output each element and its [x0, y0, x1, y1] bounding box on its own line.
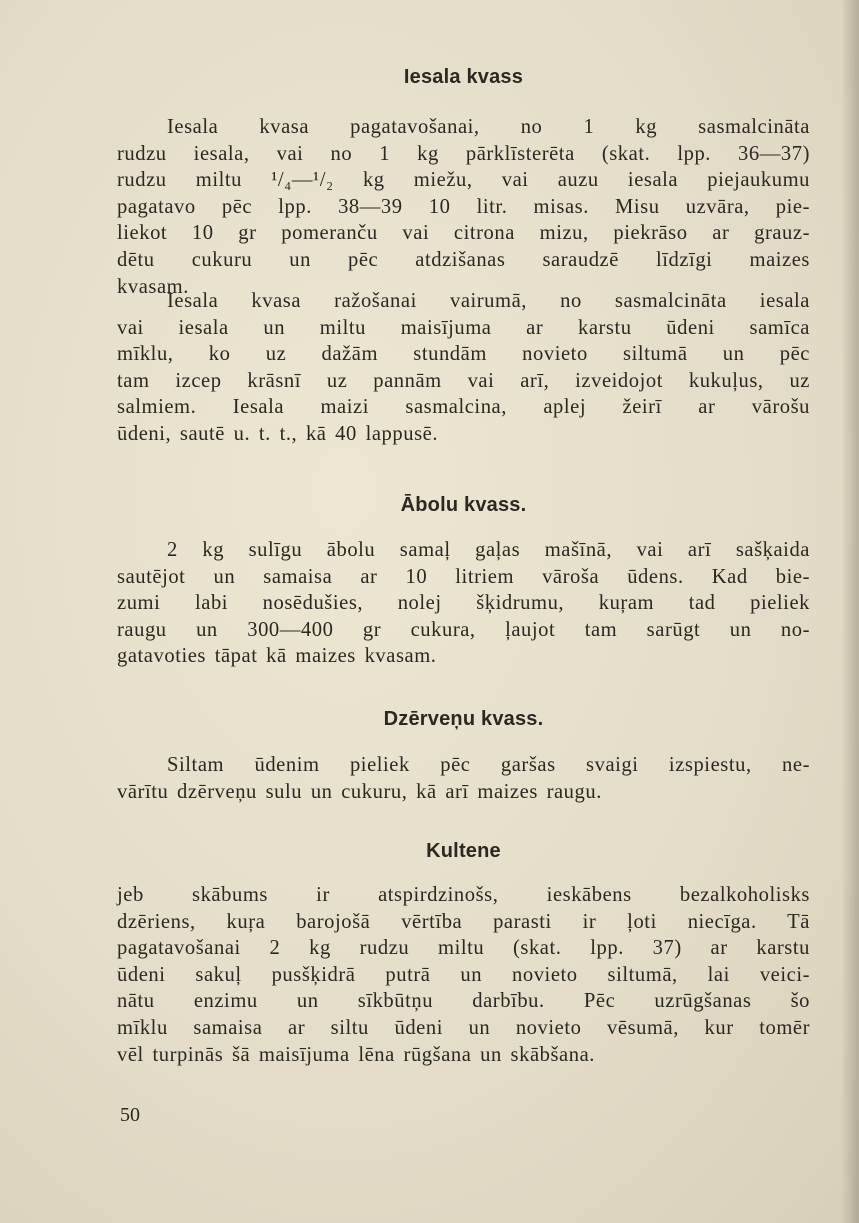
section-title-iesala-kvass: Iesala kvass: [403, 66, 524, 88]
text-line: liekot 10 gr pomeranču vai citrona mizu, piekrāso ar grauz-: [117, 222, 810, 245]
paragraph-kultene: [117, 882, 810, 1068]
paragraph-iesala-kvass-2: [117, 288, 810, 448]
text-line: ūdeni sakuļ pusšķidrā putrā un novieto siltumā, lai veici-: [117, 963, 810, 986]
paragraph-iesala-kvass-1: [117, 114, 810, 300]
text-line: pagatavošanai 2 kg rudzu miltu (skat. lpp. 37) ar karstu: [117, 937, 810, 960]
text-line: rudzu miltu ¹/₄—¹/₂ kg miežu, vai auzu iesala piejaukumu: [117, 169, 810, 192]
text-line: vārītu dzērveņu sulu un cukuru, kā arī maizes raugu.: [117, 780, 602, 803]
text-line: 2 kg sulīgu ābolu samaļ gaļas mašīnā, vai arī sašķaida: [167, 539, 810, 561]
text-line: mīklu samaisa ar siltu ūdeni un novieto vēsumā, kur tomēr: [117, 1016, 810, 1039]
text-line: Siltam ūdenim pieliek pēc garšas svaigi izspiestu, ne-: [167, 754, 810, 776]
text-line: pagatavo pēc lpp. 38—39 10 litr. misas. Misu uzvāra, pie-: [117, 195, 810, 218]
text-line: jeb skābums ir atspirdzinošs, ieskābens bezalkoholisks: [117, 884, 810, 906]
page-edge-shadow: [841, 0, 859, 1223]
text-line: vai iesala un miltu maisījuma ar karstu ūdeni samīca: [117, 316, 810, 339]
paragraph-dzervenu-kvass: [117, 752, 810, 805]
section-title-dzervenu-kvass: Dzērveņu kvass.: [383, 708, 544, 730]
text-line: vēl turpinās šā maisījuma lēna rūgšana un skābšana.: [117, 1043, 595, 1066]
text-line: nātu enzimu un sīkbūtņu darbību. Pēc uzrūgšanas šo: [117, 990, 810, 1013]
section-title-kultene: Kultene: [426, 840, 501, 862]
text-line: dzēriens, kuŗa barojošā vērtība parasti ir ļoti niecīga. Tā: [117, 910, 810, 933]
paragraph-abolu-kvass: [117, 537, 810, 670]
text-line: gatavoties tāpat kā maizes kvasam.: [117, 645, 437, 668]
text-line: sautējot un samaisa ar 10 litriem vāroša ūdens. Kad bie-: [117, 565, 810, 588]
text-line: tam izcep krāsnī uz pannām vai arī, izveidojot kukuļus, uz: [117, 369, 810, 392]
text-line: Iesala kvasa ražošanai vairumā, no sasmalcināta iesala: [167, 290, 810, 312]
text-line: zumi labi nosēdušies, nolej šķidrumu, kuŗam tad pieliek: [117, 592, 810, 615]
text-line: raugu un 300—400 gr cukura, ļaujot tam sarūgt un no-: [117, 618, 810, 641]
page-number: 50: [120, 1104, 140, 1126]
text-line: ūdeni, sautē u. t. t., kā 40 lappusē.: [117, 422, 439, 445]
text-line: rudzu iesala, vai no 1 kg pārklīsterēta (skat. lpp. 36—37): [117, 142, 810, 165]
text-line: kvasam.: [117, 275, 189, 298]
text-line: dētu cukuru un pēc atdzišanas saraudzē līdzīgi maizes: [117, 248, 810, 271]
text-line: salmiem. Iesala maizi sasmalcina, aplej žeirī ar vārošu: [117, 396, 810, 419]
text-line: mīklu, ko uz dažām stundām novieto siltumā un pēc: [117, 343, 810, 366]
text-line: Iesala kvasa pagatavošanai, no 1 kg sasmalcināta: [167, 116, 810, 138]
section-title-abolu-kvass: Ābolu kvass.: [400, 494, 527, 516]
